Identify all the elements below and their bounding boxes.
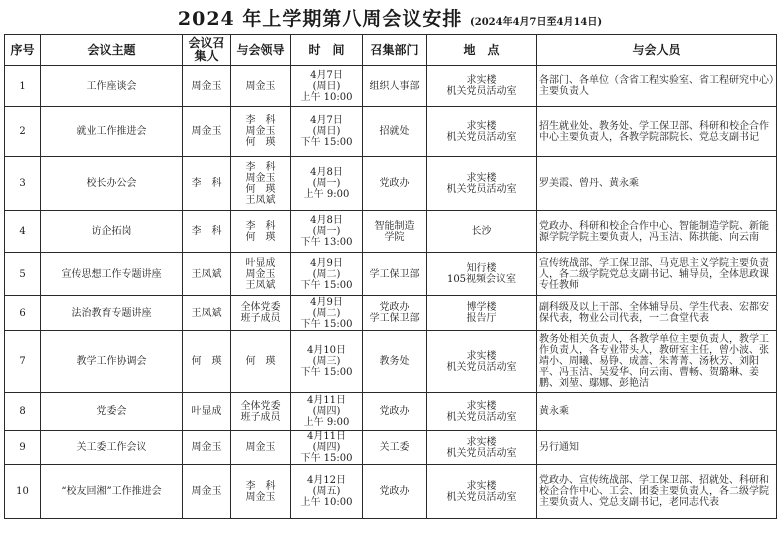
time-line: 上午 10:00 bbox=[300, 91, 353, 103]
time-line: (周日) bbox=[312, 126, 341, 137]
row-number: 7 bbox=[5, 331, 41, 393]
attending-leaders bbox=[231, 107, 291, 157]
meeting-topic: 就业工作推进会 bbox=[41, 107, 183, 157]
leader-name: 何 瑛 bbox=[245, 183, 276, 195]
attendees: 党政办、科研和校企合作中心、智能制造学院、新能源学院学院主要负责人，冯玉洁、陈拱能、向云南 bbox=[537, 211, 777, 253]
meeting-time bbox=[291, 253, 363, 296]
attending-leaders bbox=[231, 296, 291, 331]
place-line: 长沙 bbox=[471, 226, 492, 237]
convener: 周金玉 bbox=[183, 66, 231, 107]
department-line: 学工保卫部 bbox=[369, 268, 420, 280]
time-line: 上午 9:00 bbox=[303, 417, 350, 428]
time-line: (周三) bbox=[312, 356, 341, 367]
time-line: 4月12日 bbox=[306, 475, 347, 486]
time-line: 4月9日 bbox=[310, 257, 343, 269]
department-line: 党政办 bbox=[379, 406, 410, 417]
time-line: 4月7日 bbox=[310, 115, 343, 126]
place-line: 求实楼 bbox=[466, 120, 497, 132]
meeting-time bbox=[291, 211, 363, 253]
department-line: 组织人事部 bbox=[369, 80, 420, 92]
attendees: 副科级及以上干部、全体辅导员、学生代表、宏都安保代表，物业公司代表，一二食堂代表 bbox=[537, 296, 777, 331]
schedule-table bbox=[4, 34, 777, 519]
header-no: 序号 bbox=[5, 35, 41, 66]
department-line: 党政办 bbox=[379, 486, 410, 497]
meeting-topic: 教学工作协调会 bbox=[41, 331, 183, 393]
attending-leaders bbox=[231, 157, 291, 211]
meeting-place bbox=[427, 66, 537, 107]
time-line: (周一) bbox=[312, 178, 341, 189]
meeting-place bbox=[427, 211, 537, 253]
attending-leaders bbox=[231, 465, 291, 519]
table-row bbox=[5, 157, 777, 211]
header-convener: 会议召集人 bbox=[183, 35, 231, 66]
place-line: 机关党员活动室 bbox=[446, 411, 517, 423]
row-number: 10 bbox=[5, 465, 41, 519]
attending-leaders bbox=[231, 393, 291, 431]
convening-department bbox=[363, 393, 427, 431]
department-line: 学工保卫部 bbox=[369, 313, 420, 324]
meeting-topic: “校友回湘”工作推进会 bbox=[41, 465, 183, 519]
time-line: 下午 15:00 bbox=[300, 367, 353, 378]
time-line: 4月8日 bbox=[310, 167, 343, 178]
department-line: 关工委 bbox=[379, 442, 410, 453]
time-line: 4月7日 bbox=[310, 69, 343, 81]
leader-name: 李 科 bbox=[245, 115, 276, 126]
row-number: 4 bbox=[5, 211, 41, 253]
meeting-topic: 关工委工作会议 bbox=[41, 431, 183, 465]
leader-name: 李 科 bbox=[245, 480, 276, 492]
attendees: 宣传统战部、学工保卫部、马克思主义学院主要负责人，各二级学院党总支副书记、辅导员，全体思政课专任教师 bbox=[537, 253, 777, 296]
department-line: 学院 bbox=[384, 231, 405, 243]
time-line: 下午 15:00 bbox=[300, 279, 353, 291]
header-leaders: 与会领导 bbox=[231, 35, 291, 66]
meeting-topic: 宣传思想工作专题讲座 bbox=[41, 253, 183, 296]
convener: 周金玉 bbox=[183, 465, 231, 519]
header-time: 时 间 bbox=[291, 35, 363, 66]
meeting-place bbox=[427, 107, 537, 157]
row-number: 5 bbox=[5, 253, 41, 296]
convener: 王凤斌 bbox=[183, 253, 231, 296]
leader-name: 周金玉 bbox=[245, 442, 276, 453]
meeting-time bbox=[291, 107, 363, 157]
title-date-range: (2024年4月7日至4月14日) bbox=[470, 17, 603, 28]
meeting-place bbox=[427, 393, 537, 431]
header-row bbox=[5, 35, 777, 66]
place-line: 机关党员活动室 bbox=[446, 361, 517, 373]
meeting-topic: 校长办公会 bbox=[41, 157, 183, 211]
attending-leaders bbox=[231, 253, 291, 296]
leader-name: 周金玉 bbox=[245, 268, 276, 280]
row-number: 6 bbox=[5, 296, 41, 331]
convening-department bbox=[363, 211, 427, 253]
department-line: 党政办 bbox=[379, 178, 410, 189]
time-line: (周二) bbox=[312, 307, 341, 319]
row-number: 1 bbox=[5, 66, 41, 107]
meeting-place bbox=[427, 296, 537, 331]
meeting-place bbox=[427, 157, 537, 211]
place-line: 报告厅 bbox=[466, 313, 497, 324]
time-line: 上午 9:00 bbox=[303, 189, 350, 200]
convener: 周金玉 bbox=[183, 107, 231, 157]
place-line: 求实楼 bbox=[466, 172, 497, 184]
place-line: 求实楼 bbox=[466, 480, 497, 492]
meeting-time bbox=[291, 393, 363, 431]
meeting-topic: 工作座谈会 bbox=[41, 66, 183, 107]
department-line: 招就处 bbox=[379, 126, 410, 137]
department-line: 党政办 bbox=[379, 302, 410, 313]
meeting-topic: 法治教育专题讲座 bbox=[41, 296, 183, 331]
leader-name: 全体党委 bbox=[240, 400, 281, 412]
time-line: 下午 13:00 bbox=[300, 237, 353, 248]
time-line: 4月8日 bbox=[310, 215, 343, 226]
time-line: 4月11日 bbox=[306, 431, 347, 442]
time-line: 4月10日 bbox=[306, 345, 347, 356]
leader-name: 何 瑛 bbox=[245, 231, 276, 243]
time-line: 上午 10:00 bbox=[300, 497, 353, 508]
time-line: 下午 15:00 bbox=[300, 137, 353, 148]
attending-leaders bbox=[231, 431, 291, 465]
convener: 李 科 bbox=[183, 157, 231, 211]
convening-department bbox=[363, 296, 427, 331]
meeting-time bbox=[291, 465, 363, 519]
place-line: 机关党员活动室 bbox=[446, 447, 517, 459]
meeting-time bbox=[291, 157, 363, 211]
attendees: 党政办、宣传统战部、学工保卫部、招就处、科研和校企合作中心、工会、团委主要负责人，各二级学院主要负责人、党总支副书记，老同志代表 bbox=[537, 465, 777, 519]
place-line: 求实楼 bbox=[466, 75, 497, 86]
leader-name: 周金玉 bbox=[245, 491, 276, 503]
row-number: 8 bbox=[5, 393, 41, 431]
place-line: 求实楼 bbox=[466, 350, 497, 362]
place-line: 机关党员活动室 bbox=[446, 491, 517, 503]
meeting-time bbox=[291, 66, 363, 107]
convener: 周金玉 bbox=[183, 431, 231, 465]
time-line: (周四) bbox=[312, 406, 341, 417]
table-row bbox=[5, 253, 777, 296]
table-row bbox=[5, 296, 777, 331]
convener: 王凤斌 bbox=[183, 296, 231, 331]
attending-leaders bbox=[231, 66, 291, 107]
table-row bbox=[5, 393, 777, 431]
header-dept: 召集部门 bbox=[363, 35, 427, 66]
attendees: 黄永乘 bbox=[537, 393, 777, 431]
leader-name: 何 瑛 bbox=[245, 356, 276, 367]
place-line: 机关党员活动室 bbox=[446, 86, 517, 97]
table-row bbox=[5, 465, 777, 519]
row-number: 2 bbox=[5, 107, 41, 157]
leader-name: 王凤斌 bbox=[245, 194, 276, 206]
attendees: 另行通知 bbox=[537, 431, 777, 465]
place-line: 机关党员活动室 bbox=[446, 183, 517, 195]
leader-name: 王凤斌 bbox=[245, 279, 276, 291]
attending-leaders bbox=[231, 331, 291, 393]
place-line: 机关党员活动室 bbox=[446, 131, 517, 143]
time-line: 下午 15:00 bbox=[300, 453, 353, 464]
leader-name: 何 瑛 bbox=[245, 137, 276, 148]
meeting-time bbox=[291, 296, 363, 331]
place-line: 求实楼 bbox=[466, 400, 497, 412]
meeting-time bbox=[291, 331, 363, 393]
attendees: 教务处相关负责人，各教学单位主要负责人，教学工作负责人，各专业带头人，教研室主任，曾小波、张靖小、周曦、易铮、成蔷、朱菁菁、汤秋芳、刘阳平、冯玉洁、吴爱华、向云南、曹畅、贺璐琳、姜鹏、刘堃、鄢娜、彭艳洁 bbox=[537, 331, 777, 393]
leader-name: 李 科 bbox=[245, 220, 276, 232]
meeting-time bbox=[291, 431, 363, 465]
convener: 何 瑛 bbox=[183, 331, 231, 393]
place-line: 知行楼 bbox=[466, 263, 497, 274]
meeting-place bbox=[427, 465, 537, 519]
convening-department bbox=[363, 431, 427, 465]
header-attendees: 与会人员 bbox=[537, 35, 777, 66]
meeting-topic: 访企拓岗 bbox=[41, 211, 183, 253]
row-number: 3 bbox=[5, 157, 41, 211]
leader-name: 班子成员 bbox=[240, 411, 281, 423]
time-line: (周二) bbox=[312, 268, 341, 280]
meeting-place bbox=[427, 431, 537, 465]
leader-name: 叶显成 bbox=[245, 257, 276, 269]
leader-name: 全体党委 bbox=[240, 302, 281, 313]
table-row bbox=[5, 431, 777, 465]
table-row bbox=[5, 331, 777, 393]
row-number: 9 bbox=[5, 431, 41, 465]
convening-department bbox=[363, 66, 427, 107]
place-line: 105视频会议室 bbox=[446, 274, 517, 285]
department-line: 教务处 bbox=[379, 356, 410, 367]
convener: 李 科 bbox=[183, 211, 231, 253]
place-line: 博学楼 bbox=[466, 302, 497, 313]
meeting-place bbox=[427, 253, 537, 296]
leader-name: 周金玉 bbox=[245, 172, 276, 184]
time-line: (周四) bbox=[312, 442, 341, 453]
header-topic: 会议主题 bbox=[41, 35, 183, 66]
leader-name: 周金玉 bbox=[245, 126, 276, 137]
table-row bbox=[5, 107, 777, 157]
table-row bbox=[5, 66, 777, 107]
leader-name: 李 科 bbox=[245, 161, 276, 173]
attendees: 招生就业处、教务处、学工保卫部、科研和校企合作中心主要负责人，各教学院部院长、党总支副书记 bbox=[537, 107, 777, 157]
convening-department bbox=[363, 157, 427, 211]
table-row bbox=[5, 211, 777, 253]
time-line: 下午 15:00 bbox=[300, 318, 353, 330]
meeting-topic: 党委会 bbox=[41, 393, 183, 431]
convening-department bbox=[363, 253, 427, 296]
page-title bbox=[0, 4, 780, 31]
time-line: (周五) bbox=[312, 486, 341, 497]
time-line: (周一) bbox=[312, 226, 341, 237]
place-line: 求实楼 bbox=[466, 436, 497, 448]
attending-leaders bbox=[231, 211, 291, 253]
attendees: 各部门、各单位（含省工程实验室、省工程研究中心）主要负责人 bbox=[537, 66, 777, 107]
time-line: 4月9日 bbox=[310, 296, 343, 308]
leader-name: 周金玉 bbox=[245, 80, 276, 92]
convening-department bbox=[363, 331, 427, 393]
leader-name: 班子成员 bbox=[240, 313, 281, 324]
convening-department bbox=[363, 465, 427, 519]
title-main: 2024 年上学期第八周会议安排 bbox=[177, 8, 463, 30]
time-line: (周日) bbox=[312, 80, 341, 92]
header-place: 地 点 bbox=[427, 35, 537, 66]
convening-department bbox=[363, 107, 427, 157]
time-line: 4月11日 bbox=[306, 395, 347, 406]
department-line: 智能制造 bbox=[374, 220, 415, 232]
meeting-place bbox=[427, 331, 537, 393]
convener: 叶显成 bbox=[183, 393, 231, 431]
attendees: 罗美霞、曾丹、黄永乘 bbox=[537, 157, 777, 211]
